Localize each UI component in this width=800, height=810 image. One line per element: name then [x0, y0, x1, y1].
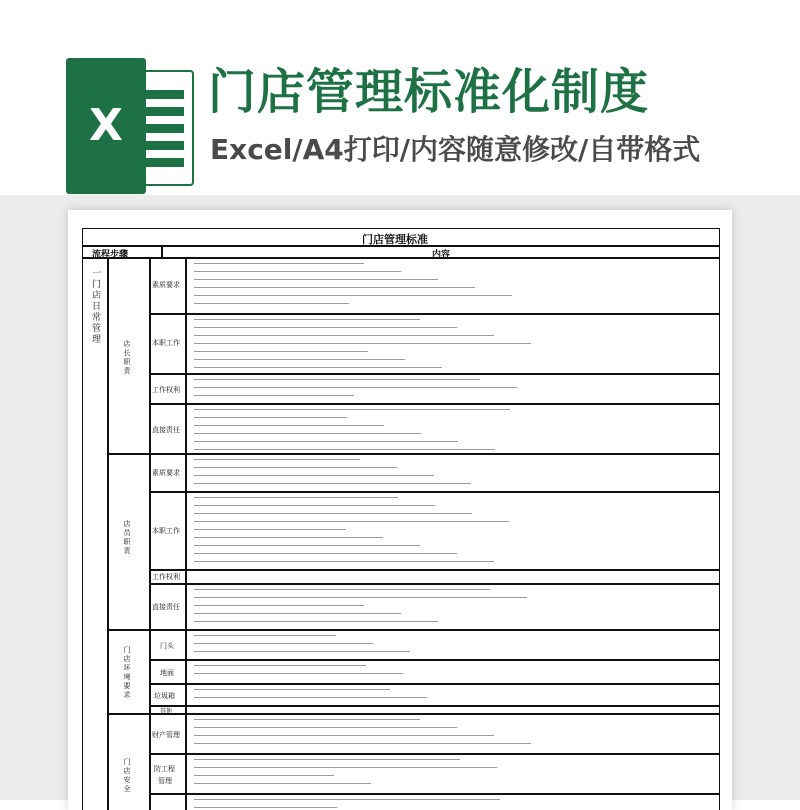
- content-text-line: [194, 425, 384, 426]
- content-text-line: [194, 537, 383, 538]
- content-text-line: [194, 561, 494, 562]
- content-text-line: [194, 719, 420, 720]
- content-text-line: [194, 727, 457, 728]
- content-text-line: [194, 335, 494, 336]
- page-title: 门店管理标准化制度: [208, 64, 650, 120]
- document-preview: [68, 210, 732, 810]
- content-text-line: [194, 505, 435, 506]
- content-text-line: [194, 449, 495, 450]
- content-text-line: [194, 621, 438, 622]
- content-text-line: [194, 483, 471, 484]
- content-text-line: [194, 295, 512, 296]
- page-subtitle: Excel/A4打印/内容随意修改/自带格式: [210, 133, 701, 166]
- content-text-line: [194, 459, 360, 460]
- content-text-line: [194, 319, 420, 320]
- content-text-line: [194, 475, 434, 476]
- content-text-line: [194, 287, 475, 288]
- content-text-line: [194, 613, 401, 614]
- content-text-line: [194, 643, 373, 644]
- content-text-line: [194, 767, 497, 768]
- col-process: 流程步骤: [92, 250, 129, 260]
- content-text-line: [194, 441, 458, 442]
- content-text-line: [194, 417, 347, 418]
- content-text-line: [194, 467, 397, 468]
- content-text-line: [194, 513, 472, 514]
- content-text-line: [194, 351, 368, 352]
- content-text-line: [194, 665, 366, 666]
- content-text-line: [194, 589, 490, 590]
- content-text-line: [194, 673, 403, 674]
- content-text-line: [194, 759, 460, 760]
- content-text-line: [194, 521, 509, 522]
- content-text-line: [194, 263, 364, 264]
- content-text-line: [194, 359, 405, 360]
- content-text-line: [194, 553, 457, 554]
- content-text-line: [194, 743, 531, 744]
- content-text-line: [194, 387, 517, 388]
- content-text-line: [194, 279, 438, 280]
- content-text-line: [194, 605, 364, 606]
- content-text-line: [194, 783, 371, 784]
- col-content: 内容: [432, 250, 451, 260]
- content-text-line: [194, 807, 337, 808]
- content-text-line: [194, 529, 346, 530]
- content-text-line: [194, 775, 334, 776]
- content-text-line: [194, 395, 354, 396]
- spreadsheet: 门店管理标准 流程步骤 内容 一门店日常管理 店长职责 店员职责 门店环境要求 门店安全 素质要求 本职工作 工作权利 直接责任 素质要求 本职工作 工作权利 直接责任 门头 地面 垃圾箱 其他 财产管理 防工程 管理: [82, 228, 720, 810]
- content-text-line: [194, 651, 410, 652]
- sheet-title: 门店管理标准: [362, 233, 428, 246]
- excel-icon: X: [66, 58, 192, 194]
- content-text-line: [194, 343, 531, 344]
- content-text-line: [194, 735, 494, 736]
- content-text-line: [194, 367, 442, 368]
- content-text-line: [194, 597, 527, 598]
- content-text-line: [194, 635, 336, 636]
- content-text-line: [194, 497, 398, 498]
- content-text-line: [194, 271, 401, 272]
- content-text-line: [194, 409, 510, 410]
- content-text-line: [194, 689, 390, 690]
- content-text-line: [194, 379, 480, 380]
- content-text-line: [194, 303, 349, 304]
- content-text-line: [194, 327, 457, 328]
- section-daily: 一门店日常管理: [90, 268, 100, 345]
- content-text-line: [194, 433, 421, 434]
- content-text-line: [194, 545, 420, 546]
- content-text-line: [194, 697, 427, 698]
